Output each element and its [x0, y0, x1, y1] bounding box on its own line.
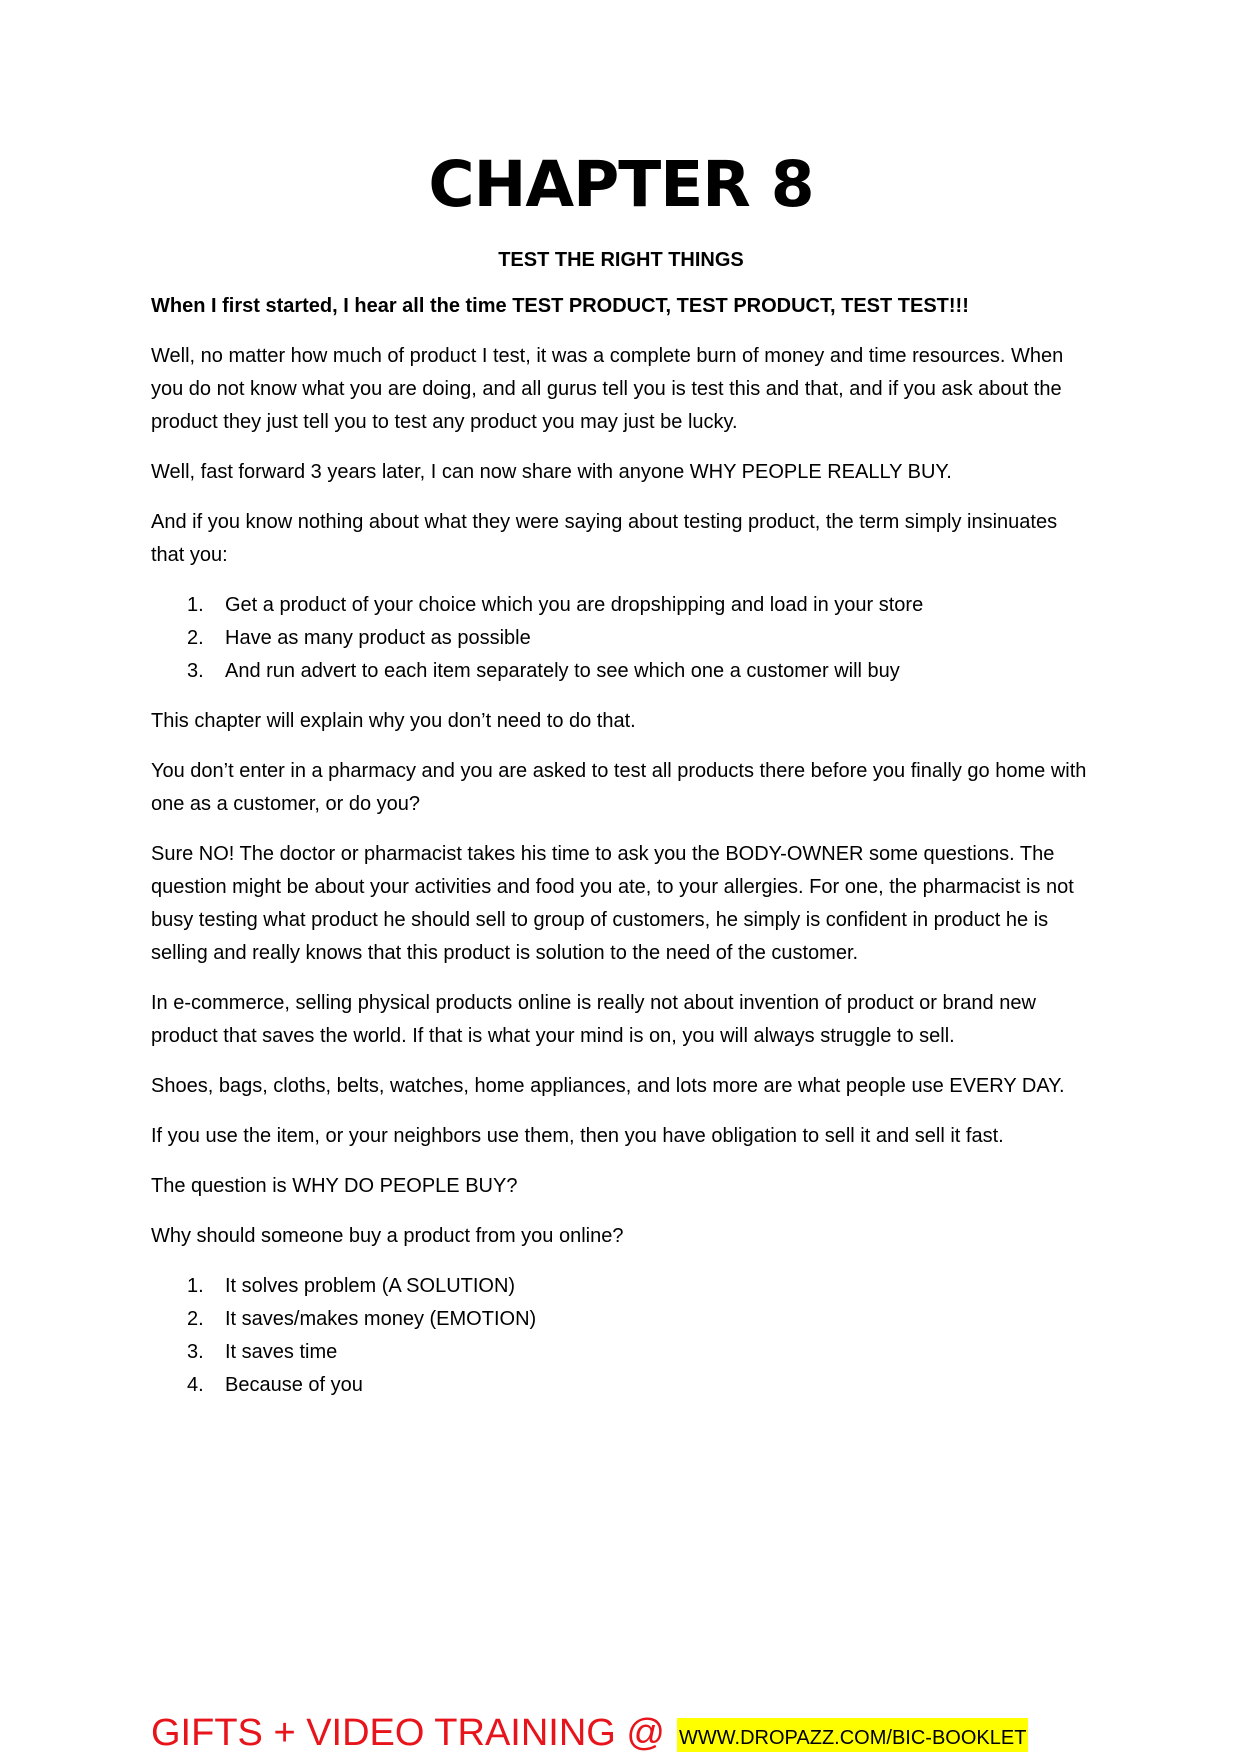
reasons-list [151, 1270, 1091, 1402]
paragraph: The question is WHY DO PEOPLE BUY? [151, 1175, 518, 1198]
list-number: 2. [187, 627, 204, 650]
chapter-title: CHAPTER 8 [428, 148, 814, 221]
paragraph: Why should someone buy a product from you online? [151, 1225, 624, 1248]
list-item-text: And run advert to each item separately to see which one a customer will buy [225, 660, 900, 683]
list-item [151, 655, 1091, 688]
list-item [151, 1303, 1091, 1336]
list-number: 4. [187, 1374, 204, 1397]
list-item-text: It saves/makes money (EMOTION) [225, 1308, 537, 1331]
paragraph: Well, no matter how much of product I test, it was a complete burn of money and time resources. When you do not know what you are doing, and all gurus tell you is test this and that, and if you ask about the product they just tell you to test any product you may just be lucky. [151, 345, 1064, 434]
footer-website-link[interactable]: WWW.DROPAZZ.COM/BIC-BOOKLET [677, 1718, 1028, 1752]
intro-statement: When I first started, I hear all the time TEST PRODUCT, TEST PRODUCT, TEST TEST!!! [151, 295, 969, 318]
paragraph: Well, fast forward 3 years later, I can now share with anyone WHY PEOPLE REALLY BUY. [151, 461, 952, 484]
paragraph: This chapter will explain why you don’t need to do that. [151, 710, 636, 733]
footer-banner [151, 1708, 1028, 1752]
document-page [151, 150, 1091, 1419]
paragraph: You don’t enter in a pharmacy and you are asked to test all products there before you finally go home with one as a customer, or do you? [151, 760, 1087, 816]
list-item-text: Get a product of your choice which you are dropshipping and load in your store [225, 594, 924, 617]
list-number: 3. [187, 660, 204, 683]
list-item [151, 589, 1091, 622]
list-item [151, 622, 1091, 655]
list-number: 1. [187, 1275, 204, 1298]
list-item-text: Because of you [225, 1374, 363, 1397]
list-number: 2. [187, 1308, 204, 1331]
paragraph: And if you know nothing about what they were saying about testing product, the term simply insinuates that you: [151, 511, 1058, 567]
paragraph: Shoes, bags, cloths, belts, watches, home appliances, and lots more are what people use EVERY DAY. [151, 1075, 1065, 1098]
list-number: 1. [187, 594, 204, 617]
paragraph: In e-commerce, selling physical products online is really not about invention of product or brand new product that saves the world. If that is what your mind is on, you will always struggle to sell. [151, 992, 1036, 1048]
paragraph: Sure NO! The doctor or pharmacist takes his time to ask you the BODY-OWNER some questions. The question might be about your activities and food you ate, to your allergies. For one, the pharmacist is not busy testing what product he should sell to group of customers, he simply is confident in product he is selling and really knows that this product is solution to the need of the customer. [151, 843, 1074, 965]
list-item [151, 1270, 1091, 1303]
list-item-text: It saves time [225, 1341, 338, 1364]
testing-steps-list [151, 589, 1091, 688]
list-item-text: It solves problem (A SOLUTION) [225, 1275, 516, 1298]
list-number: 3. [187, 1341, 204, 1364]
list-item [151, 1369, 1091, 1402]
paragraph: If you use the item, or your neighbors use them, then you have obligation to sell it and sell it fast. [151, 1125, 1004, 1148]
footer-promo-text: GIFTS + VIDEO TRAINING @ [151, 1712, 666, 1754]
list-item-text: Have as many product as possible [225, 627, 531, 650]
chapter-subtitle: TEST THE RIGHT THINGS [498, 249, 744, 272]
list-item [151, 1336, 1091, 1369]
